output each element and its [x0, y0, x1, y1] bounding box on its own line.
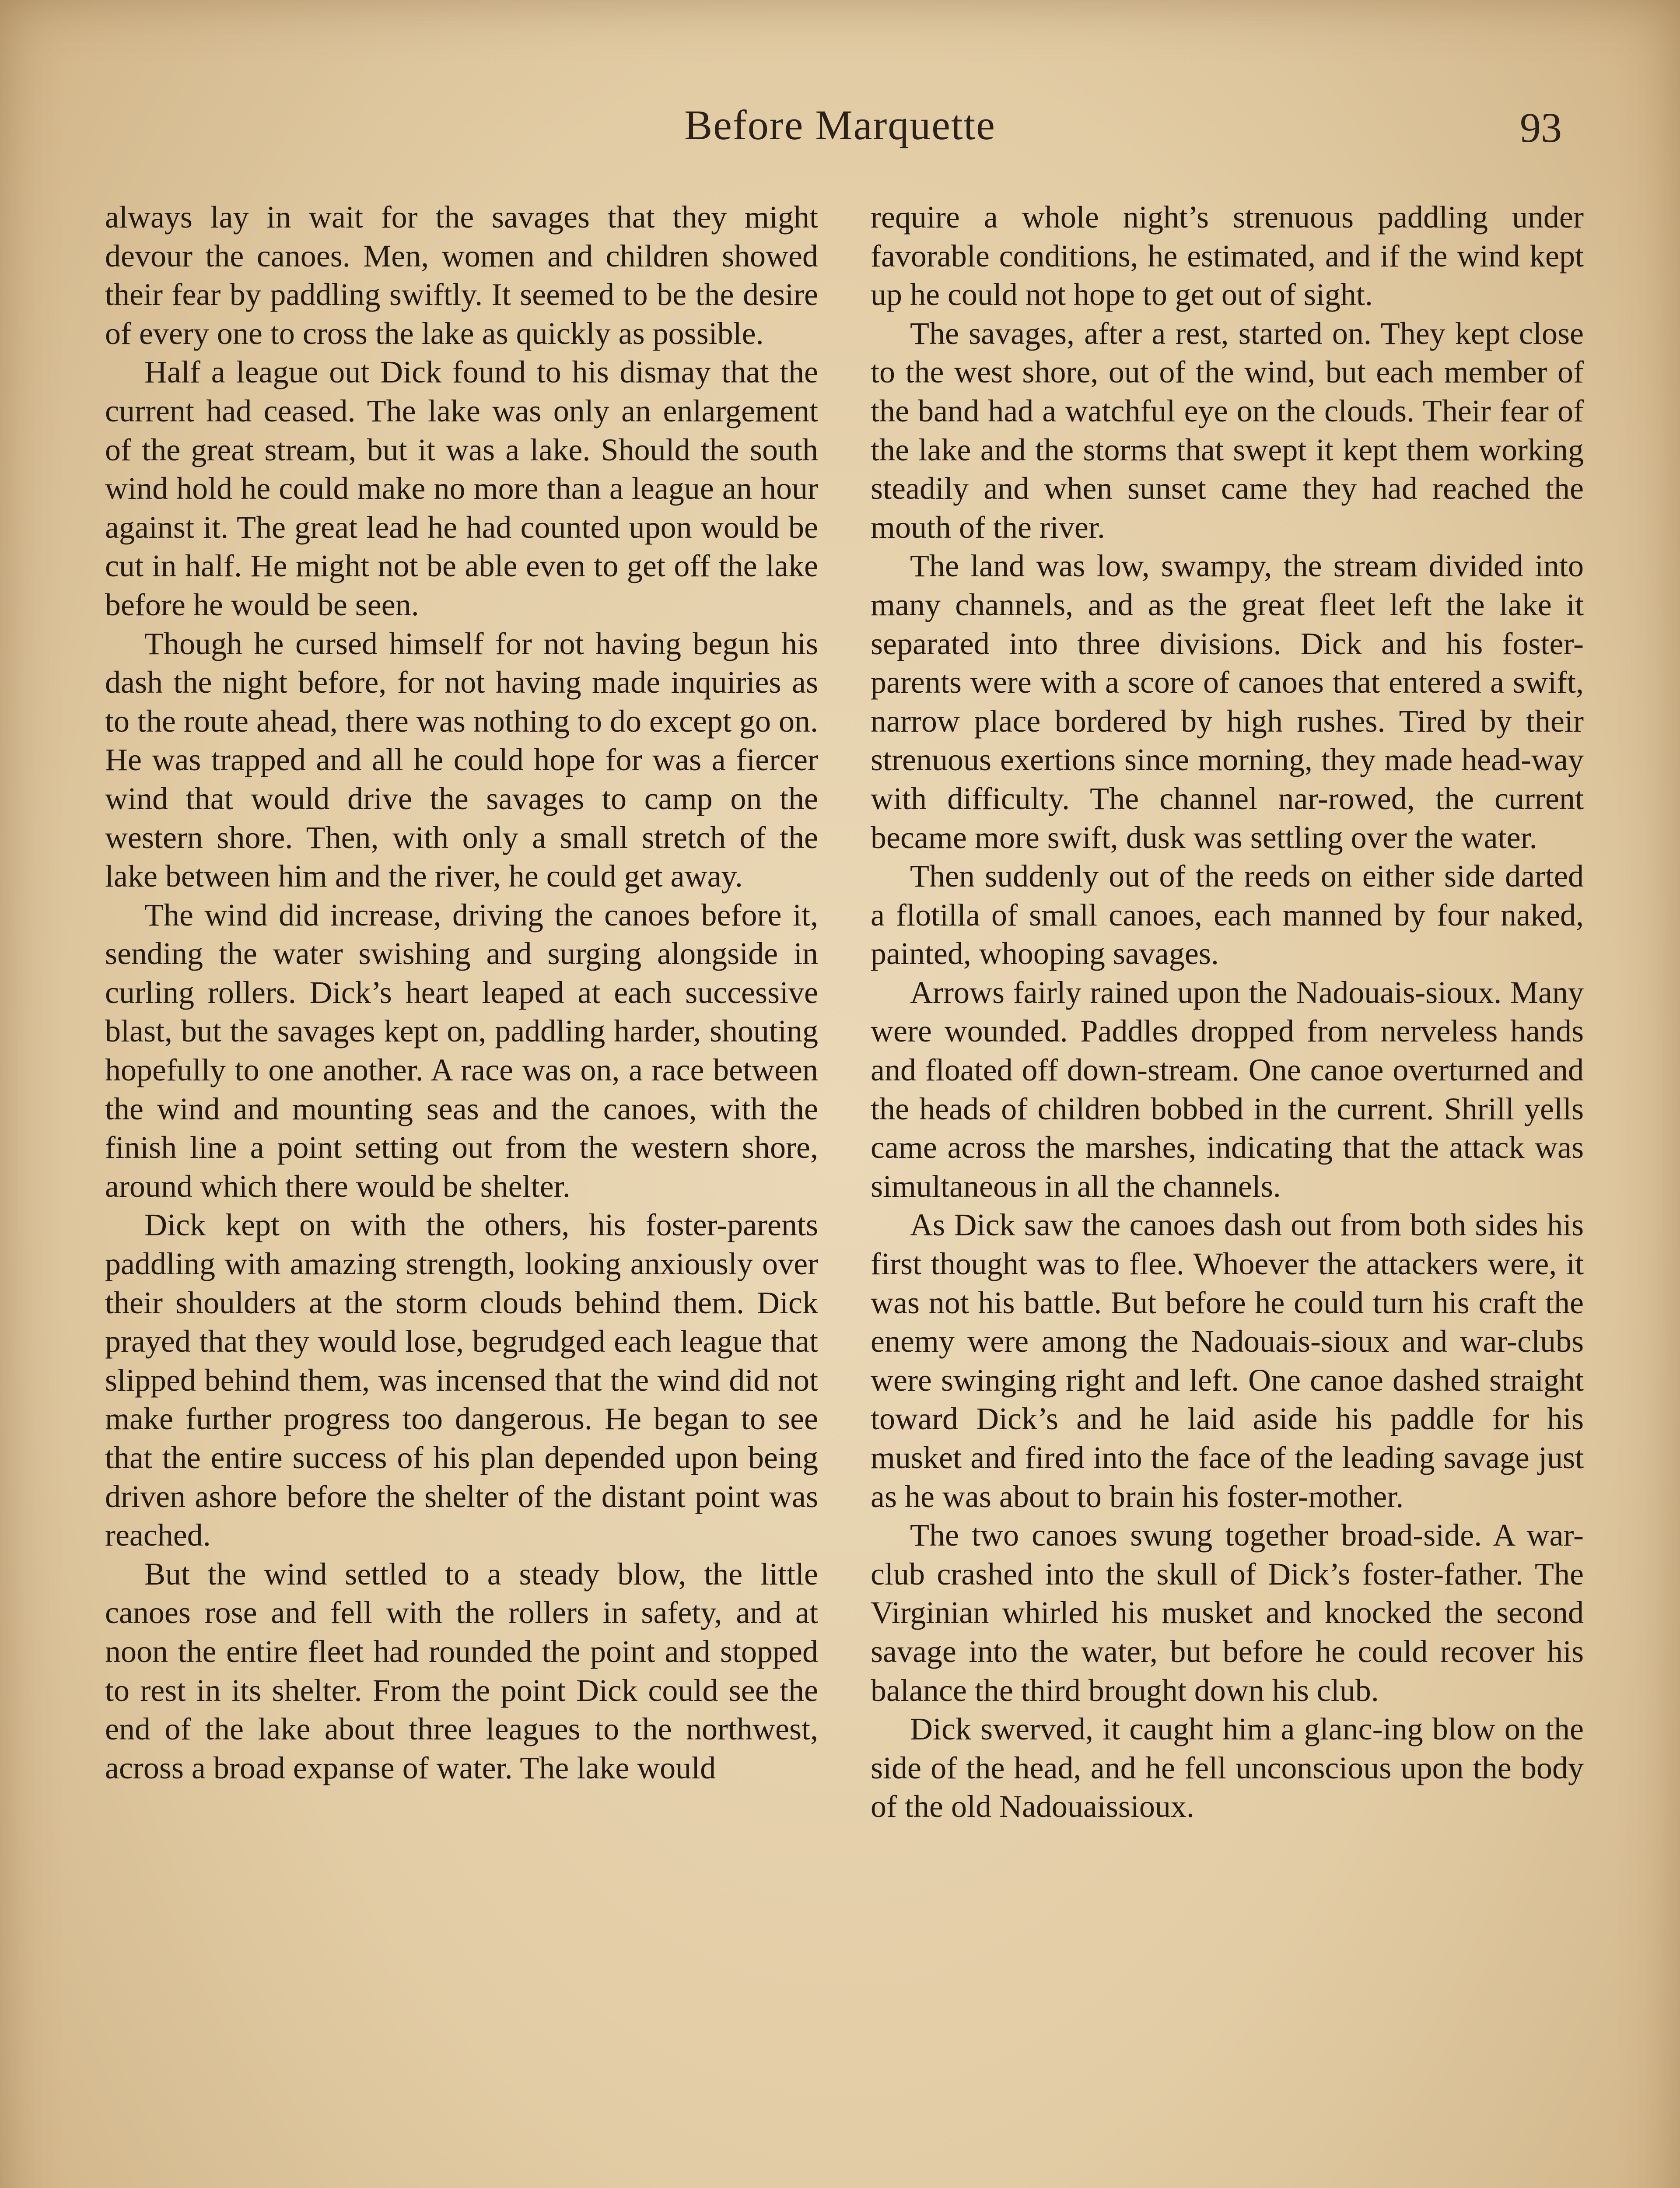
paragraph: But the wind settled to a steady blow, the little canoes rose and fell with the rollers in safety, and at noon the entire fleet had rounded the point and stopped to rest in its shelter. From the point Dick could see the end of the lake about three leagues to the northwest, across a broad expanse of water. The lake would — [105, 1556, 818, 1785]
paragraph: Half a league out Dick found to his dismay that the current had ceased. The lake was only an enlargement of the great stream, but it was a lake. Should the south wind hold he could make no more than a league an hour against it. The great lead he had counted upon would be cut in half. He might not be able even to get off the lake before he would be seen. — [105, 354, 818, 622]
right-column — [871, 198, 1584, 2188]
paragraph: The land was low, swampy, the stream divided into many channels, and as the great fleet left the lake it separated into three divisions. Dick and his foster-parents were with a score of canoes that entered a swift, narrow place bordered by high rushes. Tired by their strenuous exertions since morning, they made head-way with difficulty. The channel nar-rowed, the current became more swift, dusk was settling over the water. — [871, 548, 1584, 855]
paragraph: Then suddenly out of the reeds on either side darted a flotilla of small canoes, each manned by four naked, painted, whooping savages. — [871, 859, 1584, 971]
running-title: Before Marquette — [684, 102, 996, 148]
text-columns — [105, 198, 1584, 2188]
left-column — [105, 198, 818, 2188]
paragraph: The wind did increase, driving the canoes before it, sending the water swishing and surging alongside in curling rollers. Dick’s heart leaped at each successive blast, but the savages kept on, paddling harder, shouting hopefully to one another. A race was on, a race between the wind and mounting seas and the canoes, with the finish line a point setting out from the western shore, around which there would be shelter. — [105, 897, 818, 1204]
page-number: 93 — [1520, 104, 1562, 151]
paragraph: always lay in wait for the savages that they might devour the canoes. Men, women and children showed their fear by paddling swiftly. It seemed to be the desire of every one to cross the lake as quickly as possible. — [105, 200, 818, 351]
paragraph: The two canoes swung together broad-side. A war-club crashed into the skull of Dick’s foster-father. The Virginian whirled his musket and knocked the second savage into the water, but before he could recover his balance the third brought down his club. — [871, 1518, 1584, 1708]
paragraph: Dick swerved, it caught him a glanc-ing blow on the side of the head, and he fell unconscious upon the body of the old Nadouaissioux. — [871, 1711, 1584, 1824]
paragraph: require a whole night’s strenuous paddling under favorable conditions, he estimated, and if the wind kept up he could not hope to get out of sight. — [871, 200, 1584, 312]
paragraph: Dick kept on with the others, his foster-parents paddling with amazing strength, looking anxiously over their shoulders at the storm clouds behind them. Dick prayed that they would lose, begrudged each league that slipped behind them, was incensed that the wind did not make further progress too dangerous. He began to see that the entire success of his plan depended upon being driven ashore before the shelter of the distant point was reached. — [105, 1207, 818, 1553]
paragraph: Arrows fairly rained upon the Nadouais-sioux. Many were wounded. Paddles dropped from nerveless hands and floated off down-stream. One canoe overturned and the heads of children bobbed in the current. Shrill yells came across the marshes, indicating that the attack was simultaneous in all the channels. — [871, 975, 1584, 1204]
paragraph: As Dick saw the canoes dash out from both sides his first thought was to flee. Whoever the attackers were, it was not his battle. But before he could turn his craft the enemy were among the Nadouais-sioux and war-clubs were swinging right and left. One canoe dashed straight toward Dick’s and he laid aside his paddle for his musket and fired into the face of the leading savage just as he was about to brain his foster-mother. — [871, 1207, 1584, 1514]
paragraph: Though he cursed himself for not having begun his dash the night before, for not having made inquiries as to the route ahead, there was nothing to do except go on. He was trapped and all he could hope for was a fiercer wind that would drive the savages to camp on the western shore. Then, with only a small stretch of the lake between him and the river, he could get away. — [105, 626, 818, 894]
running-head — [0, 101, 1680, 166]
paragraph: The savages, after a rest, started on. They kept close to the west shore, out of the wind, but each member of the band had a watchful eye on the clouds. Their fear of the lake and the storms that swept it kept them working steadily and when sunset came they had reached the mouth of the river. — [871, 316, 1584, 545]
